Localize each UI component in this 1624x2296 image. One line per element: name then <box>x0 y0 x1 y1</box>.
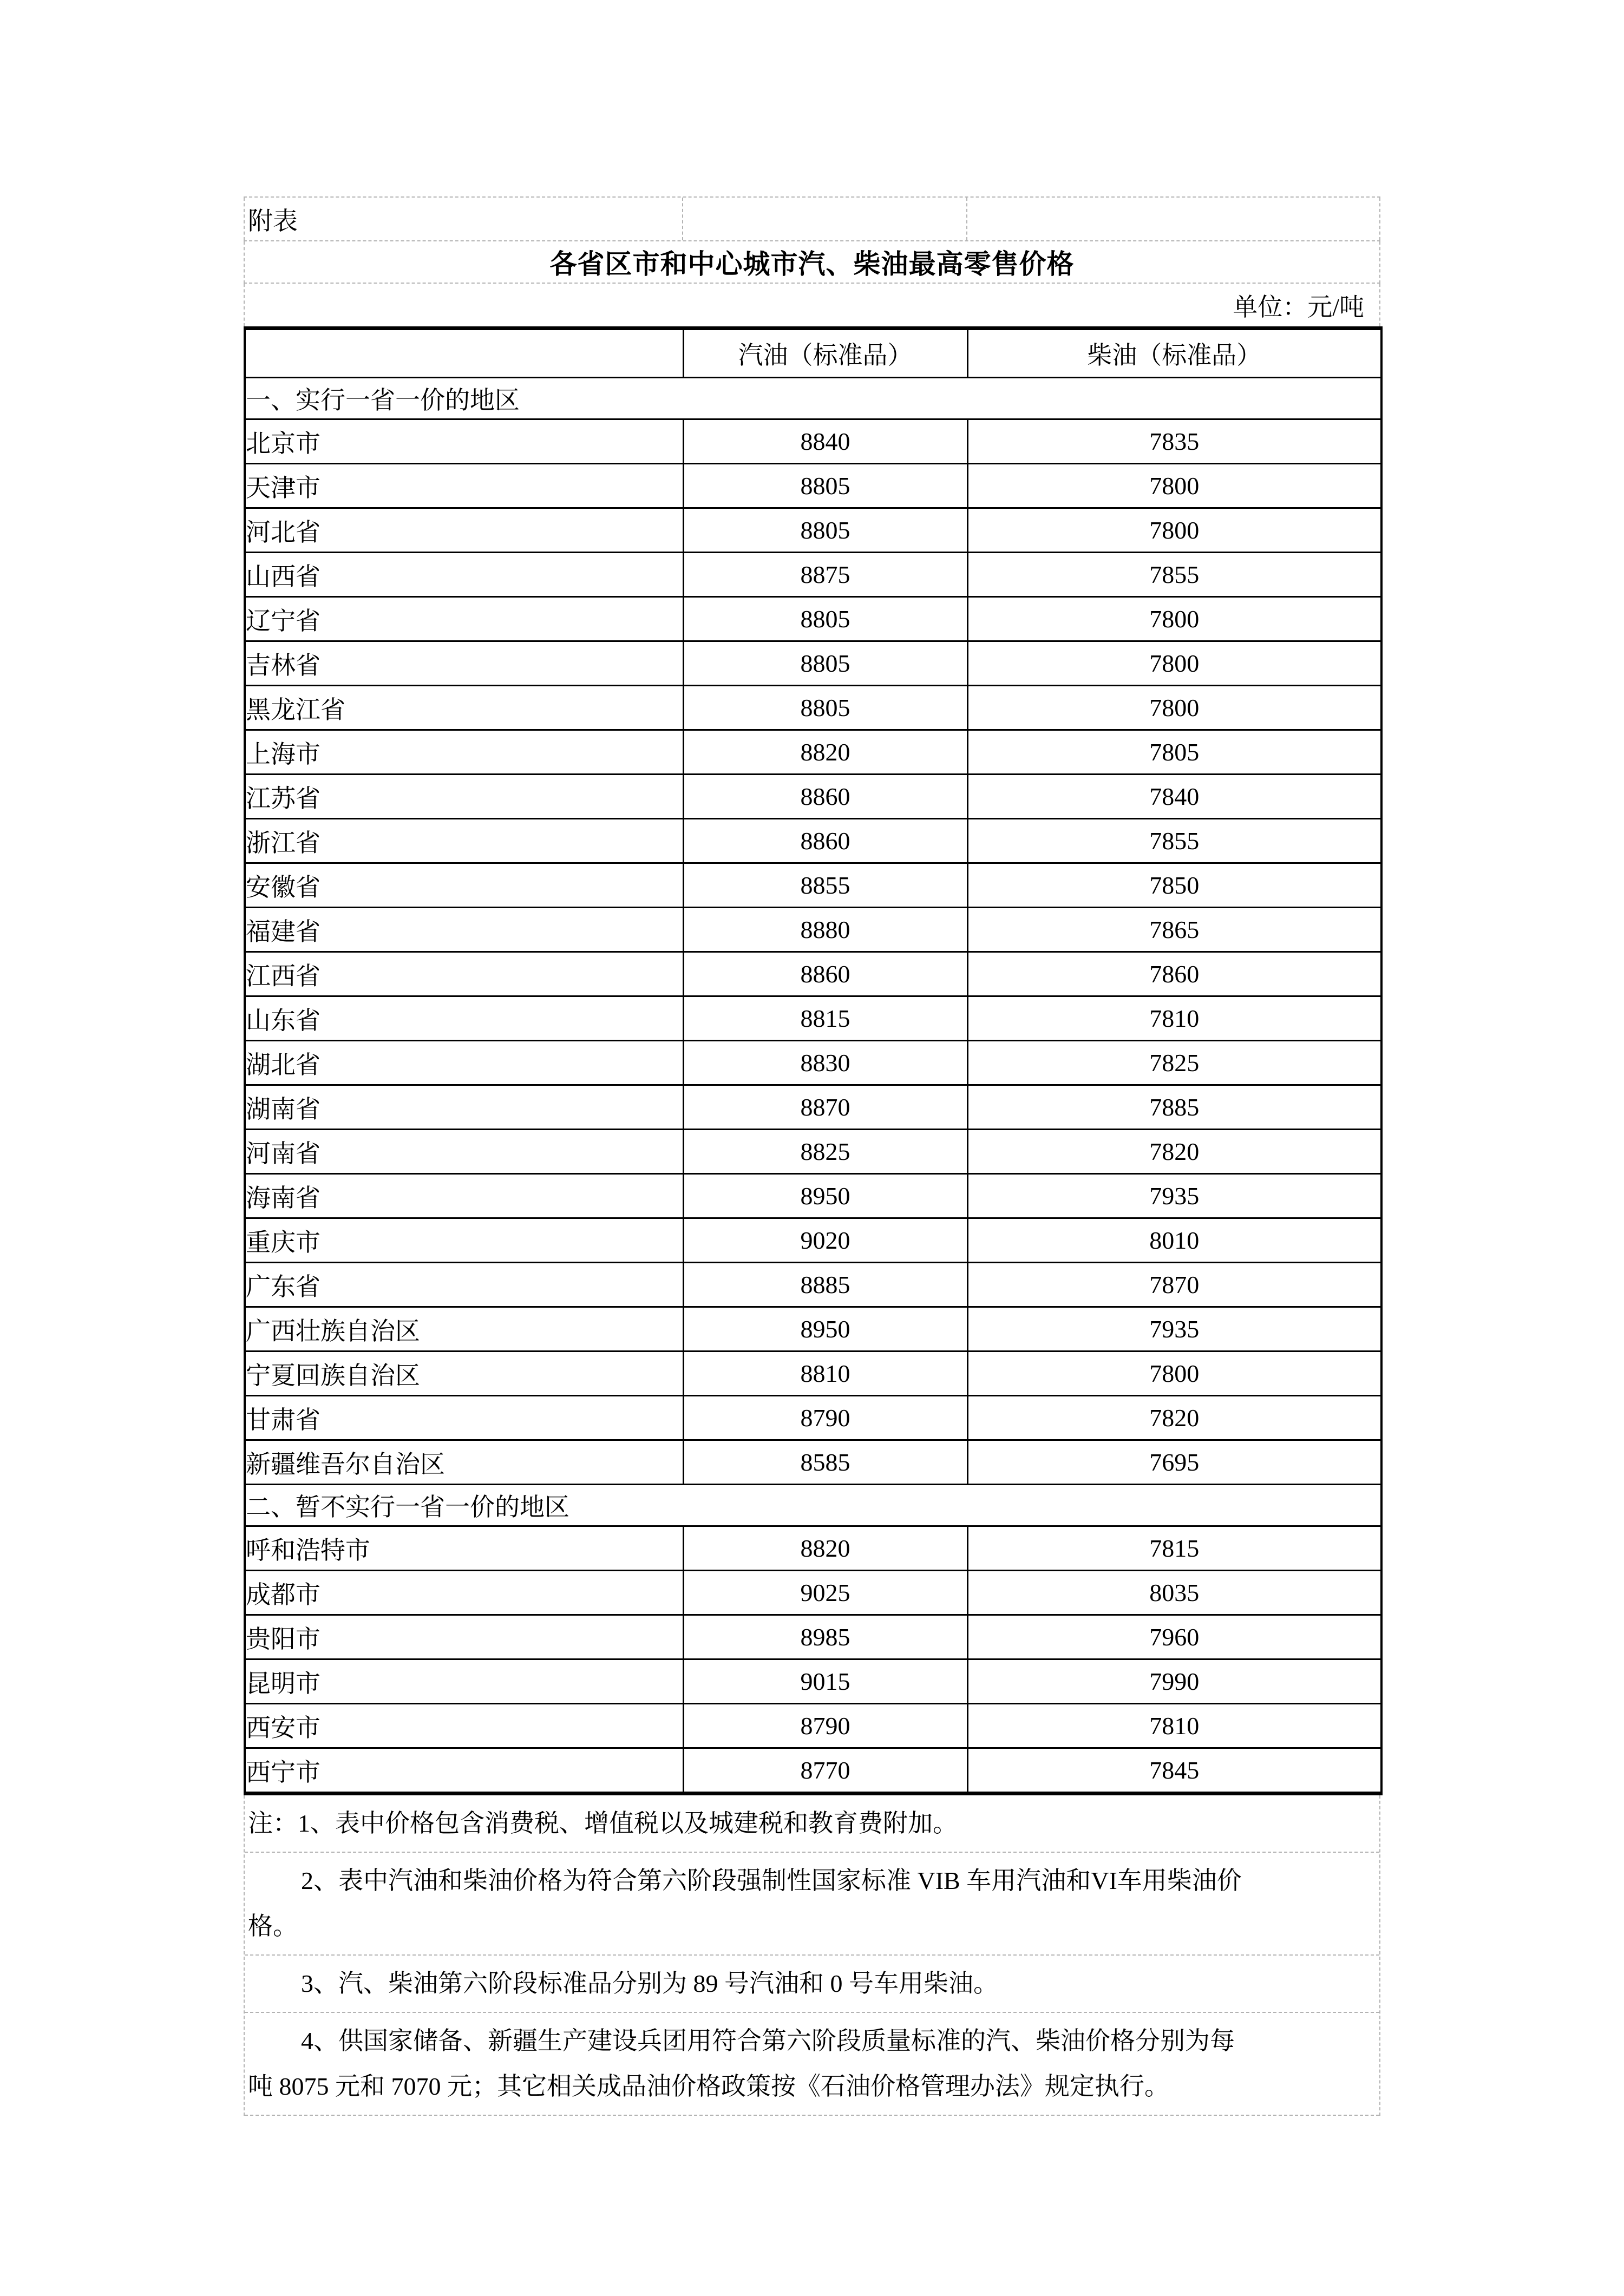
region-cell: 湖南省 <box>245 1085 683 1130</box>
diesel-price-cell: 7815 <box>967 1526 1381 1571</box>
column-header-diesel: 柴油（标准品） <box>967 329 1381 378</box>
region-cell: 西宁市 <box>245 1748 683 1794</box>
table-row <box>245 1041 1381 1085</box>
gasoline-price-cell: 8810 <box>683 1352 967 1396</box>
note <box>245 2013 1379 2116</box>
table-row <box>245 1526 1381 1571</box>
note <box>245 1795 1379 1853</box>
table-row <box>245 1174 1381 1218</box>
gasoline-price-cell: 8805 <box>683 508 967 553</box>
table-row <box>245 641 1381 686</box>
table-row <box>245 1218 1381 1263</box>
region-cell: 辽宁省 <box>245 597 683 641</box>
diesel-price-cell: 7840 <box>967 775 1381 819</box>
note-line: 4、供国家储备、新疆生产建设兵团用符合第六阶段质量标准的汽、柴油价格分别为每 <box>301 2027 1235 2055</box>
gasoline-price-cell: 8860 <box>683 775 967 819</box>
gasoline-price-cell: 8770 <box>683 1748 967 1794</box>
region-cell: 宁夏回族自治区 <box>245 1352 683 1396</box>
gasoline-price-cell: 9020 <box>683 1218 967 1263</box>
gasoline-price-cell: 8885 <box>683 1263 967 1307</box>
diesel-price-cell: 7870 <box>967 1263 1381 1307</box>
table-row <box>245 908 1381 952</box>
diesel-price-cell: 7810 <box>967 1704 1381 1748</box>
gasoline-price-cell: 8805 <box>683 464 967 508</box>
region-cell: 河北省 <box>245 508 683 553</box>
table-row <box>245 1130 1381 1174</box>
diesel-price-cell: 7935 <box>967 1307 1381 1352</box>
gasoline-price-cell: 9025 <box>683 1571 967 1615</box>
gasoline-price-cell: 8870 <box>683 1085 967 1130</box>
section-heading: 一、实行一省一价的地区 <box>245 378 1381 419</box>
diesel-price-cell: 7800 <box>967 641 1381 686</box>
appendix-label: 附表 <box>244 198 682 240</box>
table-row <box>245 1440 1381 1485</box>
gasoline-price-cell: 8815 <box>683 996 967 1041</box>
table-row <box>245 730 1381 775</box>
region-cell: 上海市 <box>245 730 683 775</box>
region-cell: 江西省 <box>245 952 683 996</box>
region-cell: 甘肃省 <box>245 1396 683 1440</box>
region-cell: 昆明市 <box>245 1659 683 1704</box>
region-cell: 安徽省 <box>245 863 683 908</box>
table-header-row <box>245 329 1381 378</box>
region-cell: 天津市 <box>245 464 683 508</box>
diesel-price-cell: 7805 <box>967 730 1381 775</box>
region-cell: 广西壮族自治区 <box>245 1307 683 1352</box>
diesel-price-cell: 7885 <box>967 1085 1381 1130</box>
gasoline-price-cell: 8805 <box>683 597 967 641</box>
diesel-price-cell: 7845 <box>967 1748 1381 1794</box>
gasoline-price-cell: 8830 <box>683 1041 967 1085</box>
diesel-price-cell: 7935 <box>967 1174 1381 1218</box>
unit-label: 单位：元/吨 <box>244 284 1380 326</box>
note-line: 吨 8075 元和 7070 元；其它相关成品油价格政策按《石油价格管理办法》规定执行。 <box>248 2072 1169 2100</box>
table-row <box>245 508 1381 553</box>
document-title: 各省区市和中心城市汽、柴油最高零售价格 <box>244 241 1380 284</box>
diesel-price-cell: 7960 <box>967 1615 1381 1659</box>
section-heading-row <box>245 378 1381 419</box>
gasoline-price-cell: 8875 <box>683 553 967 597</box>
diesel-price-cell: 7800 <box>967 508 1381 553</box>
gasoline-price-cell: 8855 <box>683 863 967 908</box>
region-cell: 广东省 <box>245 1263 683 1307</box>
diesel-price-cell: 7810 <box>967 996 1381 1041</box>
table-row <box>245 464 1381 508</box>
table-row <box>245 863 1381 908</box>
gasoline-price-cell: 8950 <box>683 1307 967 1352</box>
note-line: 3、汽、柴油第六阶段标准品分别为 89 号汽油和 0 号车用柴油。 <box>301 1970 998 1997</box>
notes <box>244 1795 1380 2116</box>
diesel-price-cell: 8010 <box>967 1218 1381 1263</box>
table-row <box>245 1085 1381 1130</box>
diesel-price-cell: 7800 <box>967 597 1381 641</box>
region-cell: 北京市 <box>245 419 683 464</box>
table-row <box>245 553 1381 597</box>
price-table <box>244 326 1383 1795</box>
diesel-price-cell: 7800 <box>967 464 1381 508</box>
region-cell: 河南省 <box>245 1130 683 1174</box>
note-line: 2、表中汽油和柴油价格为符合第六阶段强制性国家标准 VIB 车用汽油和VI车用柴油价 <box>301 1867 1242 1894</box>
table-row <box>245 686 1381 730</box>
diesel-price-cell: 7990 <box>967 1659 1381 1704</box>
diesel-price-cell: 7860 <box>967 952 1381 996</box>
table-row <box>245 775 1381 819</box>
gasoline-price-cell: 8825 <box>683 1130 967 1174</box>
region-cell: 湖北省 <box>245 1041 683 1085</box>
section-heading: 二、暂不实行一省一价的地区 <box>245 1485 1381 1526</box>
appendix-label-spacer-2 <box>966 198 1380 240</box>
region-cell: 海南省 <box>245 1174 683 1218</box>
table-row <box>245 1396 1381 1440</box>
gasoline-price-cell: 8950 <box>683 1174 967 1218</box>
region-cell: 成都市 <box>245 1571 683 1615</box>
table-row <box>245 1263 1381 1307</box>
note-line: 格。 <box>248 1912 298 1940</box>
region-cell: 山东省 <box>245 996 683 1041</box>
table-row <box>245 1307 1381 1352</box>
table-row <box>245 1659 1381 1704</box>
gasoline-price-cell: 8860 <box>683 819 967 863</box>
gasoline-price-cell: 8880 <box>683 908 967 952</box>
table-row <box>245 952 1381 996</box>
table-row <box>245 1748 1381 1794</box>
table-row <box>245 1704 1381 1748</box>
diesel-price-cell: 7800 <box>967 686 1381 730</box>
diesel-price-cell: 7695 <box>967 1440 1381 1485</box>
region-cell: 贵阳市 <box>245 1615 683 1659</box>
table-row <box>245 419 1381 464</box>
region-cell: 江苏省 <box>245 775 683 819</box>
gasoline-price-cell: 8820 <box>683 1526 967 1571</box>
gasoline-price-cell: 8790 <box>683 1396 967 1440</box>
gasoline-price-cell: 9015 <box>683 1659 967 1704</box>
note-line: 注：1、表中价格包含消费税、增值税以及城建税和教育费附加。 <box>248 1809 958 1837</box>
table-row <box>245 1352 1381 1396</box>
column-header-region <box>245 329 683 378</box>
diesel-price-cell: 7855 <box>967 553 1381 597</box>
diesel-price-cell: 8035 <box>967 1571 1381 1615</box>
gasoline-price-cell: 8985 <box>683 1615 967 1659</box>
section-heading-row <box>245 1485 1381 1526</box>
region-cell: 新疆维吾尔自治区 <box>245 1440 683 1485</box>
diesel-price-cell: 7865 <box>967 908 1381 952</box>
region-cell: 山西省 <box>245 553 683 597</box>
diesel-price-cell: 7855 <box>967 819 1381 863</box>
appendix-label-spacer-1 <box>682 198 966 240</box>
region-cell: 福建省 <box>245 908 683 952</box>
region-cell: 呼和浩特市 <box>245 1526 683 1571</box>
gasoline-price-cell: 8820 <box>683 730 967 775</box>
region-cell: 西安市 <box>245 1704 683 1748</box>
table-row <box>245 996 1381 1041</box>
document <box>244 196 1380 2116</box>
table-row <box>245 819 1381 863</box>
gasoline-price-cell: 8790 <box>683 1704 967 1748</box>
gasoline-price-cell: 8805 <box>683 641 967 686</box>
region-cell: 浙江省 <box>245 819 683 863</box>
column-header-gasoline: 汽油（标准品） <box>683 329 967 378</box>
gasoline-price-cell: 8805 <box>683 686 967 730</box>
region-cell: 吉林省 <box>245 641 683 686</box>
gasoline-price-cell: 8585 <box>683 1440 967 1485</box>
note <box>245 1956 1379 2013</box>
diesel-price-cell: 7850 <box>967 863 1381 908</box>
table-row <box>245 597 1381 641</box>
table-row <box>245 1615 1381 1659</box>
gasoline-price-cell: 8860 <box>683 952 967 996</box>
diesel-price-cell: 7825 <box>967 1041 1381 1085</box>
table-row <box>245 1571 1381 1615</box>
appendix-label-row <box>244 196 1380 241</box>
region-cell: 重庆市 <box>245 1218 683 1263</box>
gasoline-price-cell: 8840 <box>683 419 967 464</box>
region-cell: 黑龙江省 <box>245 686 683 730</box>
diesel-price-cell: 7800 <box>967 1352 1381 1396</box>
diesel-price-cell: 7820 <box>967 1396 1381 1440</box>
diesel-price-cell: 7835 <box>967 419 1381 464</box>
diesel-price-cell: 7820 <box>967 1130 1381 1174</box>
note <box>245 1853 1379 1956</box>
